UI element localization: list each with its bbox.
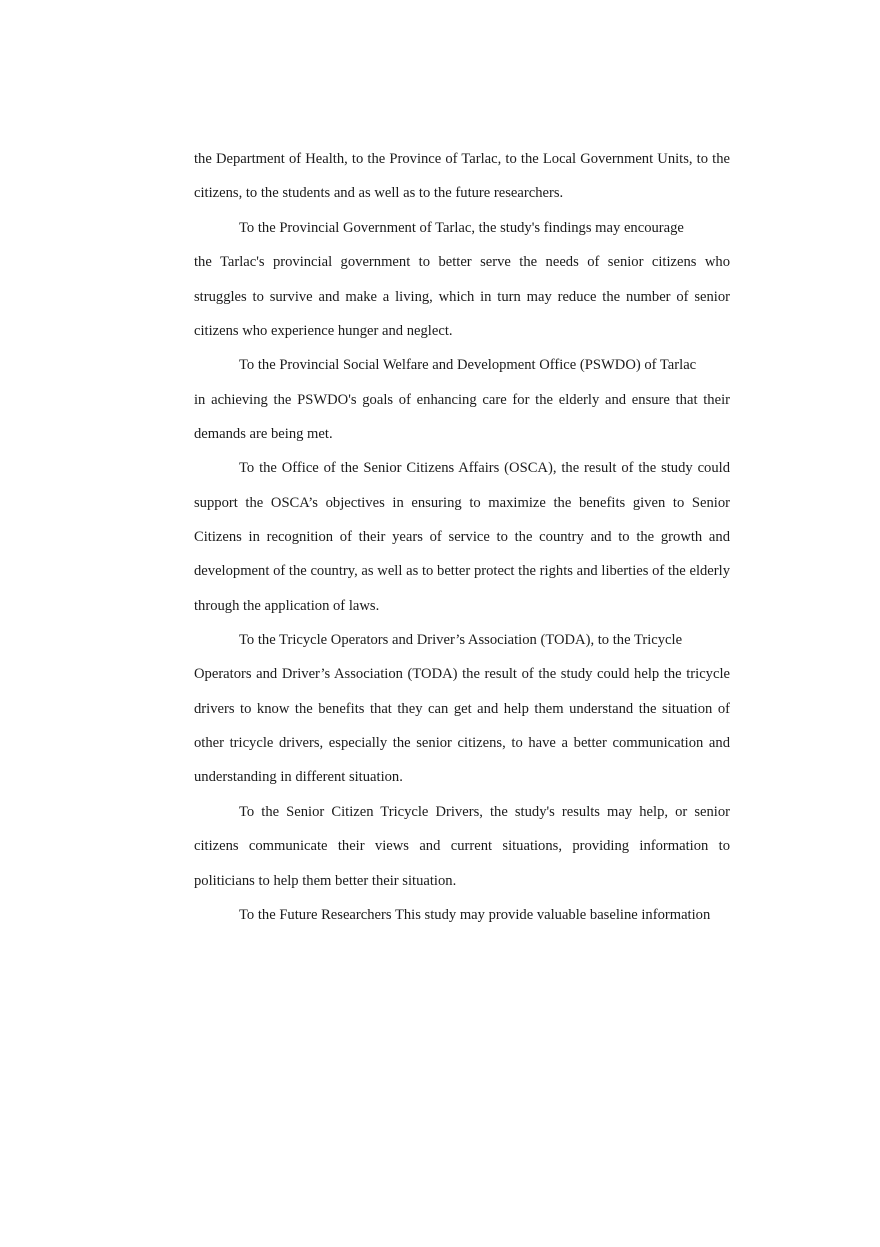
text-line: To the Tricycle Operators and Driver’s Association (TODA), to the Tricycle (239, 632, 683, 648)
text-line: politicians to help them better their situation. (194, 873, 457, 889)
text-line: the Department of Health, to the Province of Tarlac, to the Local Government Units, to the (194, 151, 730, 167)
text-line: citizens communicate their views and current situations, providing information to (194, 838, 730, 854)
text-line: other tricycle drivers, especially the senior citizens, to have a better communication and (194, 735, 730, 751)
text-line: understanding in different situation. (194, 769, 403, 785)
text-line: support the OSCA’s objectives in ensuring to maximize the benefits given to Senior (194, 495, 730, 511)
text-line: demands are being met. (194, 426, 333, 442)
text-line: To the Provincial Government of Tarlac, the study's findings may encourage (239, 220, 684, 236)
text-line: through the application of laws. (194, 598, 380, 614)
text-line: drivers to know the benefits that they can get and help them understand the situation of (194, 701, 730, 717)
text-line: Operators and Driver’s Association (TODA) the result of the study could help the tricycle (194, 666, 730, 682)
text-line: in achieving the PSWDO's goals of enhancing care for the elderly and ensure that their (194, 392, 730, 408)
text-line: To the Future Researchers This study may provide valuable baseline information (239, 907, 711, 923)
text-line: citizens who experience hunger and neglect. (194, 323, 453, 339)
text-line: citizens, to the students and as well as to the future researchers. (194, 185, 564, 201)
text-line: To the Office of the Senior Citizens Affairs (OSCA), the result of the study could (239, 460, 730, 476)
text-line: struggles to survive and make a living, which in turn may reduce the number of senior (194, 289, 730, 305)
text-line: the Tarlac's provincial government to better serve the needs of senior citizens who (194, 254, 730, 270)
text-line: To the Senior Citizen Tricycle Drivers, the study's results may help, or senior (239, 804, 730, 820)
text-line: To the Provincial Social Welfare and Development Office (PSWDO) of Tarlac (239, 357, 697, 373)
text-line: development of the country, as well as to better protect the rights and liberties of the elderly (194, 563, 730, 579)
text-line: Citizens in recognition of their years of service to the country and to the growth and (194, 529, 730, 545)
